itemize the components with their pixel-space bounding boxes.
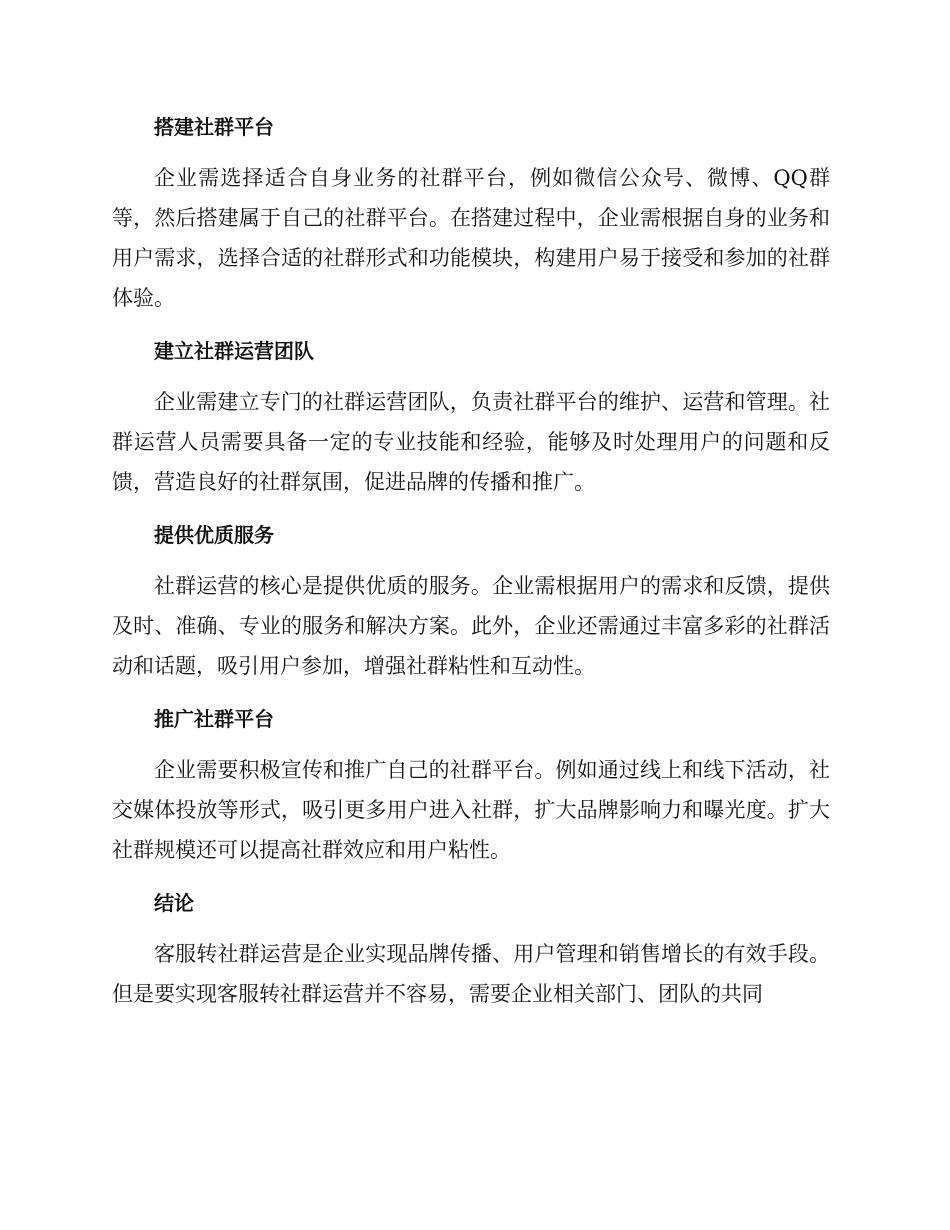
section-heading: 提供优质服务	[154, 523, 274, 547]
section-heading: 搭建社群平台	[154, 115, 274, 139]
section-paragraph: 企业需要积极宣传和推广自己的社群平台。例如通过线上和线下活动，社交媒体投放等形式，吸引更多用户进入社群，扩大品牌影响力和曝光度。扩大社群规模还可以提高社群效应和用户粘性。	[112, 758, 830, 862]
section-heading: 建立社群运营团队	[154, 339, 314, 363]
section-heading: 结论	[154, 891, 194, 915]
section-paragraph: 企业需选择适合自身业务的社群平台，例如微信公众号、微博、QQ群等，然后搭建属于自己的社群平台。在搭建过程中，企业需根据自身的业务和用户需求，选择合适的社群形式和功能模块，构建用户易于接受和参加的社群体验。	[112, 166, 830, 310]
section-paragraph: 客服转社群运营是企业实现品牌传播、用户管理和销售增长的有效手段。但是要实现客服转社群运营并不容易，需要企业相关部门、团队的共同	[112, 942, 830, 1006]
section-paragraph: 社群运营的核心是提供优质的服务。企业需根据用户的需求和反馈，提供及时、准确、专业的服务和解决方案。此外，企业还需通过丰富多彩的社群活动和话题，吸引用户参加，增强社群粘性和互动性。	[112, 574, 830, 678]
section-heading: 推广社群平台	[154, 707, 274, 731]
section-paragraph: 企业需建立专门的社群运营团队，负责社群平台的维护、运营和管理。社群运营人员需要具备一定的专业技能和经验，能够及时处理用户的问题和反馈，营造良好的社群氛围，促进品牌的传播和推广。	[112, 390, 830, 494]
document-content	[112, 108, 830, 1028]
